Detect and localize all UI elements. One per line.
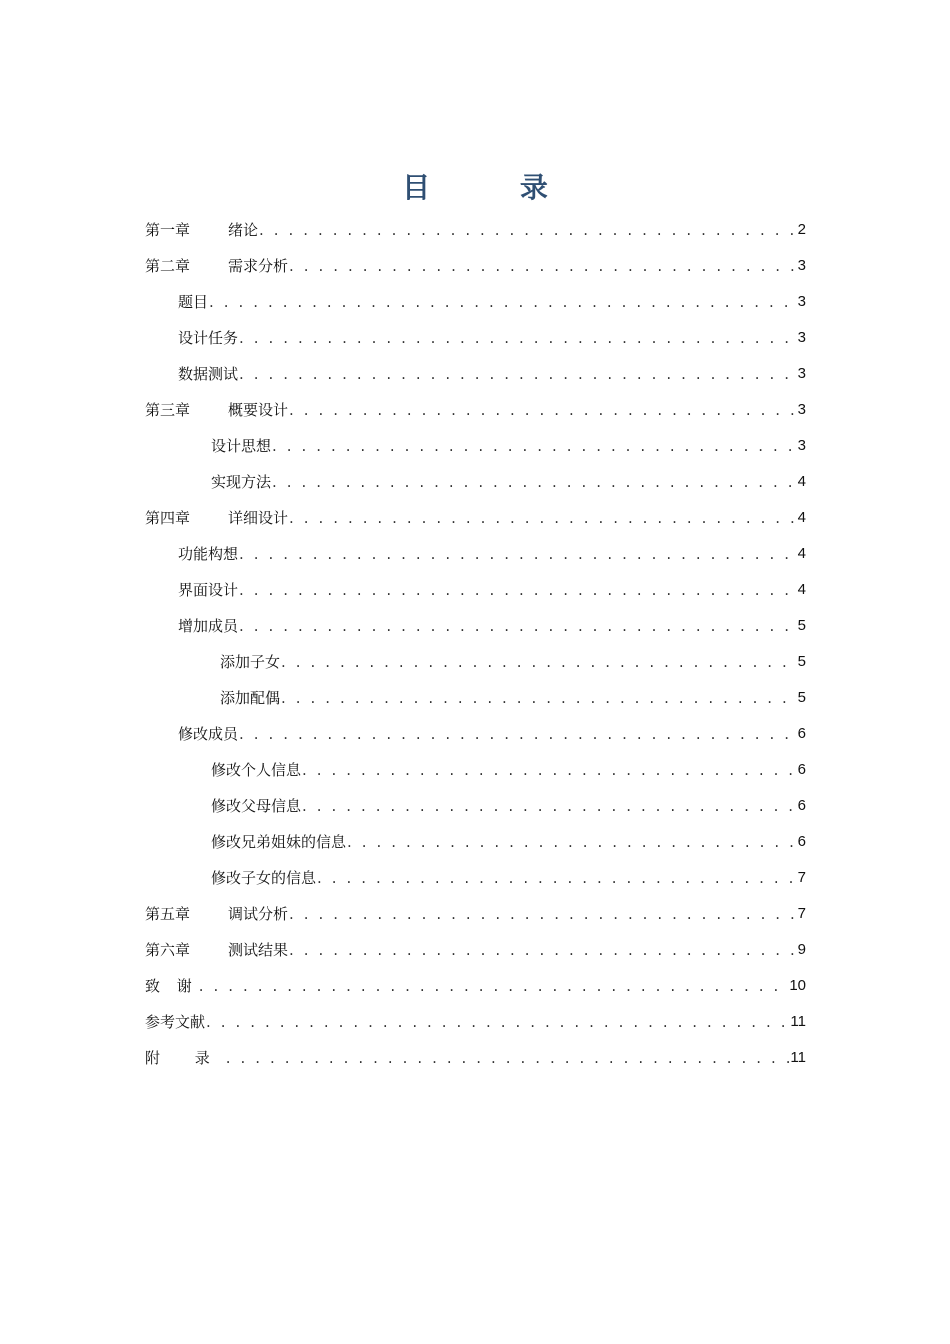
- toc-entry[interactable]: [145, 212, 806, 248]
- toc-entry[interactable]: [145, 248, 806, 284]
- page-number: 11: [790, 1049, 806, 1066]
- page-number: 2: [797, 221, 806, 238]
- page-number: 4: [797, 509, 806, 526]
- entry-title: 附 录: [145, 1049, 225, 1067]
- entry-title: 修改子女的信息: [211, 869, 317, 887]
- entry-title: 添加配偶: [220, 689, 281, 707]
- dot-leader: [272, 436, 797, 456]
- dot-leader: [239, 724, 797, 744]
- entry-title: 修改个人信息: [211, 761, 302, 779]
- toc-entry[interactable]: [145, 1004, 806, 1040]
- page-number: 6: [797, 833, 806, 850]
- entry-title: 添加子女: [220, 653, 281, 671]
- dot-leader: [302, 760, 797, 780]
- toc-entry[interactable]: [145, 428, 806, 464]
- toc-entry[interactable]: [145, 788, 806, 824]
- toc-entry[interactable]: [145, 752, 806, 788]
- dot-leader: [347, 832, 797, 852]
- toc-entry[interactable]: [145, 464, 806, 500]
- entry-title: 题目: [178, 293, 209, 311]
- chapter-label: 第二章: [145, 257, 191, 275]
- entry-title: 实现方法: [211, 473, 272, 491]
- page-number: 4: [797, 473, 806, 490]
- toc-entry[interactable]: [145, 860, 806, 896]
- dot-leader: [226, 1048, 790, 1068]
- dot-leader: [289, 508, 797, 528]
- page-number: 6: [797, 725, 806, 742]
- entry-title: 设计思想: [211, 437, 272, 455]
- page-number: 5: [797, 689, 806, 706]
- toc-entry[interactable]: [145, 572, 806, 608]
- dot-leader: [289, 256, 797, 276]
- dot-leader: [302, 796, 797, 816]
- entry-title: 界面设计: [178, 581, 239, 599]
- page-number: 5: [797, 617, 806, 634]
- entry-title: 测试结果: [228, 941, 289, 959]
- toc-entry[interactable]: [145, 320, 806, 356]
- entry-title: 需求分析: [228, 257, 289, 275]
- page-number: 9: [797, 941, 806, 958]
- toc-entry[interactable]: [145, 500, 806, 536]
- toc-entry[interactable]: [145, 356, 806, 392]
- dot-leader: [289, 400, 797, 420]
- dot-leader: [206, 1012, 789, 1032]
- entry-title: 参考文献: [145, 1013, 206, 1031]
- page-number: 3: [797, 365, 806, 382]
- entry-title: 调试分析: [228, 905, 289, 923]
- toc-entry[interactable]: [145, 1040, 806, 1076]
- page-number: 11: [790, 1013, 806, 1030]
- toc-entry[interactable]: [145, 680, 806, 716]
- page-number: 7: [797, 905, 806, 922]
- toc-entry[interactable]: [145, 716, 806, 752]
- entry-title: 数据测试: [178, 365, 239, 383]
- toc-entry[interactable]: [145, 392, 806, 428]
- toc-entry[interactable]: [145, 284, 806, 320]
- dot-leader: [259, 220, 797, 240]
- dot-leader: [281, 652, 797, 672]
- entry-title: 功能构想: [178, 545, 239, 563]
- page-number: 3: [797, 401, 806, 418]
- page-number: 3: [797, 293, 806, 310]
- page-number: 3: [797, 437, 806, 454]
- chapter-label: 第五章: [145, 905, 191, 923]
- dot-leader: [209, 292, 797, 312]
- dot-leader: [289, 940, 797, 960]
- entry-title: 设计任务: [178, 329, 239, 347]
- dot-leader: [199, 976, 789, 996]
- chapter-label: 第六章: [145, 941, 191, 959]
- dot-leader: [239, 544, 797, 564]
- chapter-label: 第四章: [145, 509, 191, 527]
- toc-entry[interactable]: [145, 644, 806, 680]
- toc-entry[interactable]: [145, 968, 806, 1004]
- page-number: 4: [797, 545, 806, 562]
- dot-leader: [239, 616, 797, 636]
- page-number: 6: [797, 797, 806, 814]
- entry-title: 修改父母信息: [211, 797, 302, 815]
- chapter-label: 第三章: [145, 401, 191, 419]
- toc-entry[interactable]: [145, 932, 806, 968]
- entry-title: 概要设计: [228, 401, 289, 419]
- dot-leader: [272, 472, 797, 492]
- dot-leader: [239, 328, 797, 348]
- dot-leader: [281, 688, 797, 708]
- toc-entry[interactable]: [145, 536, 806, 572]
- page-number: 3: [797, 329, 806, 346]
- page-number: 5: [797, 653, 806, 670]
- entry-title: 致 谢: [145, 977, 198, 995]
- toc-entry[interactable]: [145, 896, 806, 932]
- entry-title: 增加成员: [178, 617, 239, 635]
- page-number: 4: [797, 581, 806, 598]
- dot-leader: [289, 904, 797, 924]
- dot-leader: [239, 364, 797, 384]
- toc-entry[interactable]: [145, 608, 806, 644]
- entry-title: 修改成员: [178, 725, 239, 743]
- page-number: 7: [797, 869, 806, 886]
- page-number: 3: [797, 257, 806, 274]
- page-title: 目 录: [402, 171, 588, 204]
- entry-title: 修改兄弟姐妹的信息: [211, 833, 347, 851]
- chapter-label: 第一章: [145, 221, 191, 239]
- dot-leader: [239, 580, 797, 600]
- toc-entry[interactable]: [145, 824, 806, 860]
- entry-title: 详细设计: [228, 509, 289, 527]
- toc-list: [145, 212, 806, 1076]
- dot-leader: [317, 868, 797, 888]
- page-number: 6: [797, 761, 806, 778]
- page-number: 10: [789, 977, 806, 994]
- entry-title: 绪论: [228, 221, 259, 239]
